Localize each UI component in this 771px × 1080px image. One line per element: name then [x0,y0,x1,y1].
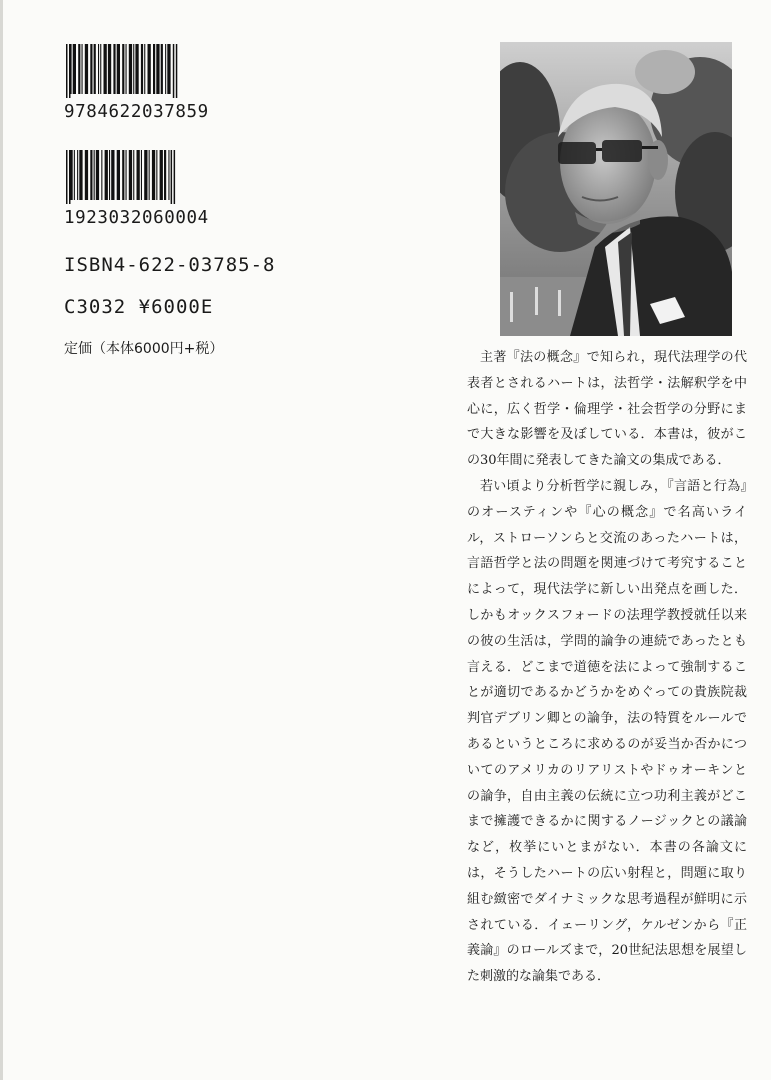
barcode-bar [90,150,92,200]
barcode-bar [101,150,102,200]
barcode-bar [167,44,170,94]
barcode-bar [126,44,127,94]
author-photo [500,42,732,336]
barcode-bar [77,150,78,200]
barcode-bar [156,150,157,200]
barcode-bar [174,150,176,204]
barcode-bar [90,44,92,94]
barcode-bar [152,150,155,200]
blurb [467,345,747,990]
barcode-bar [156,44,159,94]
barcode-bar [66,44,68,98]
barcode-bar [100,44,101,94]
isbn-code: ISBN4-622-03785-8 [64,254,276,276]
barcode-bar [144,150,147,200]
barcode-bar [149,150,150,200]
barcode-bar [168,150,169,200]
barcode-bar [161,44,163,94]
barcode-bar [104,44,107,94]
barcode-bar [133,44,134,94]
barcode-bar [108,44,111,94]
barcode-bar [69,44,71,98]
barcode-bar [113,44,115,94]
barcode-bars [64,44,222,98]
barcode-bar [122,44,124,94]
barcode-bar [129,44,132,94]
blurb-paragraph: 若い頃より分析哲学に親しみ，『言語と行為』のオースティンや『心の概念』で名高いライル，ストローソンらと交流のあったハートは，言語哲学と法の問題を関連づけて考究することによって，現代法学に新しい出発点を画した．しかもオックスフォードの法理学教授就任以来の彼の生活は，学問的論争の連続であったとも言える．どこまで道徳を法によって強制することが適切であるかどうかをめぐっての貴族院裁判官デブリン卿との論争，法の特質をルールであるというところに求めるのが妥当か否かについてのアメリカのリアリストやドゥオーキンとの論争，自由主義の伝統に立つ功利主義がどこまで擁護できるかに関するノージックとの議論など，枚挙にいとまがない．本書の各論文には，そうしたハートの広い射程と，問題に取り組む緻密でダイナミックな思考過程が鮮明に示されている．イェーリング，ケルゼンから『正義論』のロールズまで，20世紀法思想を展望した刺激的な論集である． [467,478,747,985]
barcode-bar [148,44,151,94]
barcode-bar [137,150,140,200]
barcode-bar [126,150,127,200]
barcode-bar [98,44,99,94]
barcode-bar [69,150,71,204]
price-barcode [64,150,224,228]
price-barcode-number: 1923032060004 [64,208,209,228]
barcode-bar [79,150,82,200]
barcode-bar [105,150,108,200]
barcode-bar [74,150,75,200]
barcode-bar [71,44,72,94]
barcode-bar [160,150,163,200]
barcode-bar [171,150,173,204]
isbn-barcode [64,44,224,122]
barcode-bar [165,44,166,94]
barcode-bar [109,150,110,200]
barcode-bar [94,44,96,94]
barcode-bar [153,44,155,94]
classification-price-code: C3032 ¥6000E [64,296,214,318]
barcode-bar [71,150,73,200]
barcode-bar [85,150,88,200]
price-label: 定価（本体6000円+税） [64,341,224,357]
barcode-bar [176,44,178,98]
barcode-bar [85,44,88,94]
barcode-bar [78,44,80,94]
barcode-bar [111,150,114,200]
barcode-bar [117,150,120,200]
barcode-bars [64,150,222,204]
barcode-bar [73,44,76,94]
barcode-bar [94,150,95,200]
barcode-bar [122,150,124,200]
barcode-bar [141,44,143,94]
barcode-bar [117,44,120,94]
barcode-bar [82,44,83,94]
barcode-bar [141,150,142,200]
barcode-bar [135,44,138,94]
barcode-bar [173,44,175,98]
barcode-bar [164,150,166,200]
cover-edge [0,0,3,1080]
barcode-bar [133,150,134,200]
barcode-bar [66,150,68,204]
barcode-bar [96,150,99,200]
barcode-bar [129,150,132,200]
isbn-barcode-number: 9784622037859 [64,102,209,122]
blurb-paragraph: 主著『法の概念』で知られ，現代法理学の代表者とされるハートは，法哲学・法解釈学を中心に，広く哲学・倫理学・社会哲学の分野にまで大きな影響を及ぼしている．本書は，彼がこの30年間に発表してきた論文の集成である． [467,350,747,469]
barcode-bar [144,44,145,94]
